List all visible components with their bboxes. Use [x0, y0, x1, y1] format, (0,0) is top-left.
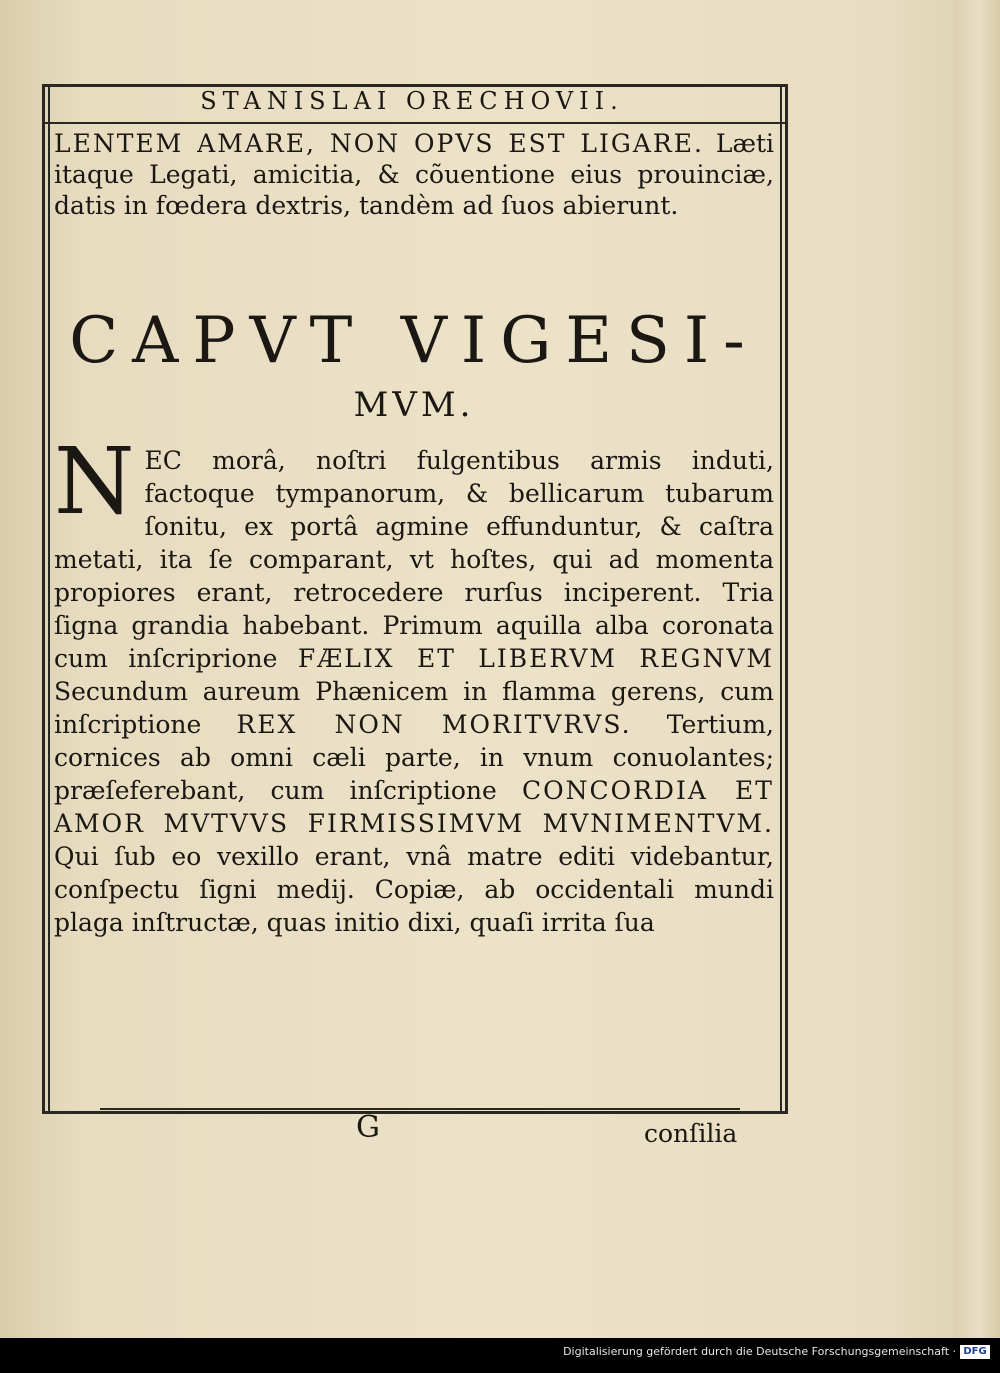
running-head: STANISLAI ORECHOVII.	[200, 87, 624, 115]
drop-initial: N	[54, 428, 135, 535]
body-paragraph	[54, 428, 774, 939]
inscription-concordia: CONCORDIA ET AMOR MVTVVS FIRMISSIMVM MVNIMENTVM.	[54, 776, 774, 838]
chapter-heading	[54, 305, 774, 425]
footer-credit: Digitalisierung gefördert durch die Deutsche Forschungsgemeinschaft ·	[563, 1345, 956, 1358]
body-text-1: EC morâ, noſtri fulgentibus armis induti, factoque tympanorum, & bellicarum tubarum ſonitu, ex portâ agmine effunduntur, & caſtra metati, ita ſe comparant, vt hoſtes, qui ad momenta propiores erant, retrocedere rurſus inciperent. Tria ſigna grandia habebant. Primum aquilla alba coronata cum inſcriprione	[54, 446, 774, 673]
intro-paragraph	[54, 128, 774, 221]
inner-border-right	[780, 84, 782, 1114]
intro-lead-caps: LENTEM AMARE, NON OPVS EST LIGARE.	[54, 129, 704, 158]
dfg-logo: DFG	[960, 1345, 990, 1359]
body-text-4: Qui ſub eo vexillo erant, vnâ matre editi videbantur, conſpectu ſigni medij. Copiæ, ab occidentali mundi plaga inſtructæ, quas initio dixi, quaſi irrita ſua	[54, 842, 774, 937]
catchword: conſilia	[644, 1119, 738, 1148]
chapter-heading-line1: CAPVT VIGESI-	[69, 304, 759, 378]
inner-border-left	[48, 84, 50, 1114]
header-rule	[42, 122, 788, 124]
chapter-heading-line2: MVM.	[353, 385, 475, 425]
inscription-rex: REX NON MORITVRVS.	[236, 710, 632, 739]
signature-mark: G	[356, 1110, 380, 1145]
page-edge-shadow	[954, 0, 1000, 1338]
intro-text: Læti itaque Legati, amicitia, & cõuentione eius prouinciæ, datis in fœdera dextris, tandèm ad ſuos abierunt.	[54, 129, 774, 220]
bottom-rule	[100, 1108, 740, 1110]
body-text-2: Secundum aureum Phænicem in flamma gerens, cum inſcriptione	[54, 677, 774, 739]
inscription-felix: FÆLIX ET LIBERVM REGNVM	[297, 644, 774, 673]
body-text-3: Tertium, cornices ab omni cæli parte, in vnum conuolantes; præſeferebant, cum inſcriptione	[54, 710, 774, 805]
